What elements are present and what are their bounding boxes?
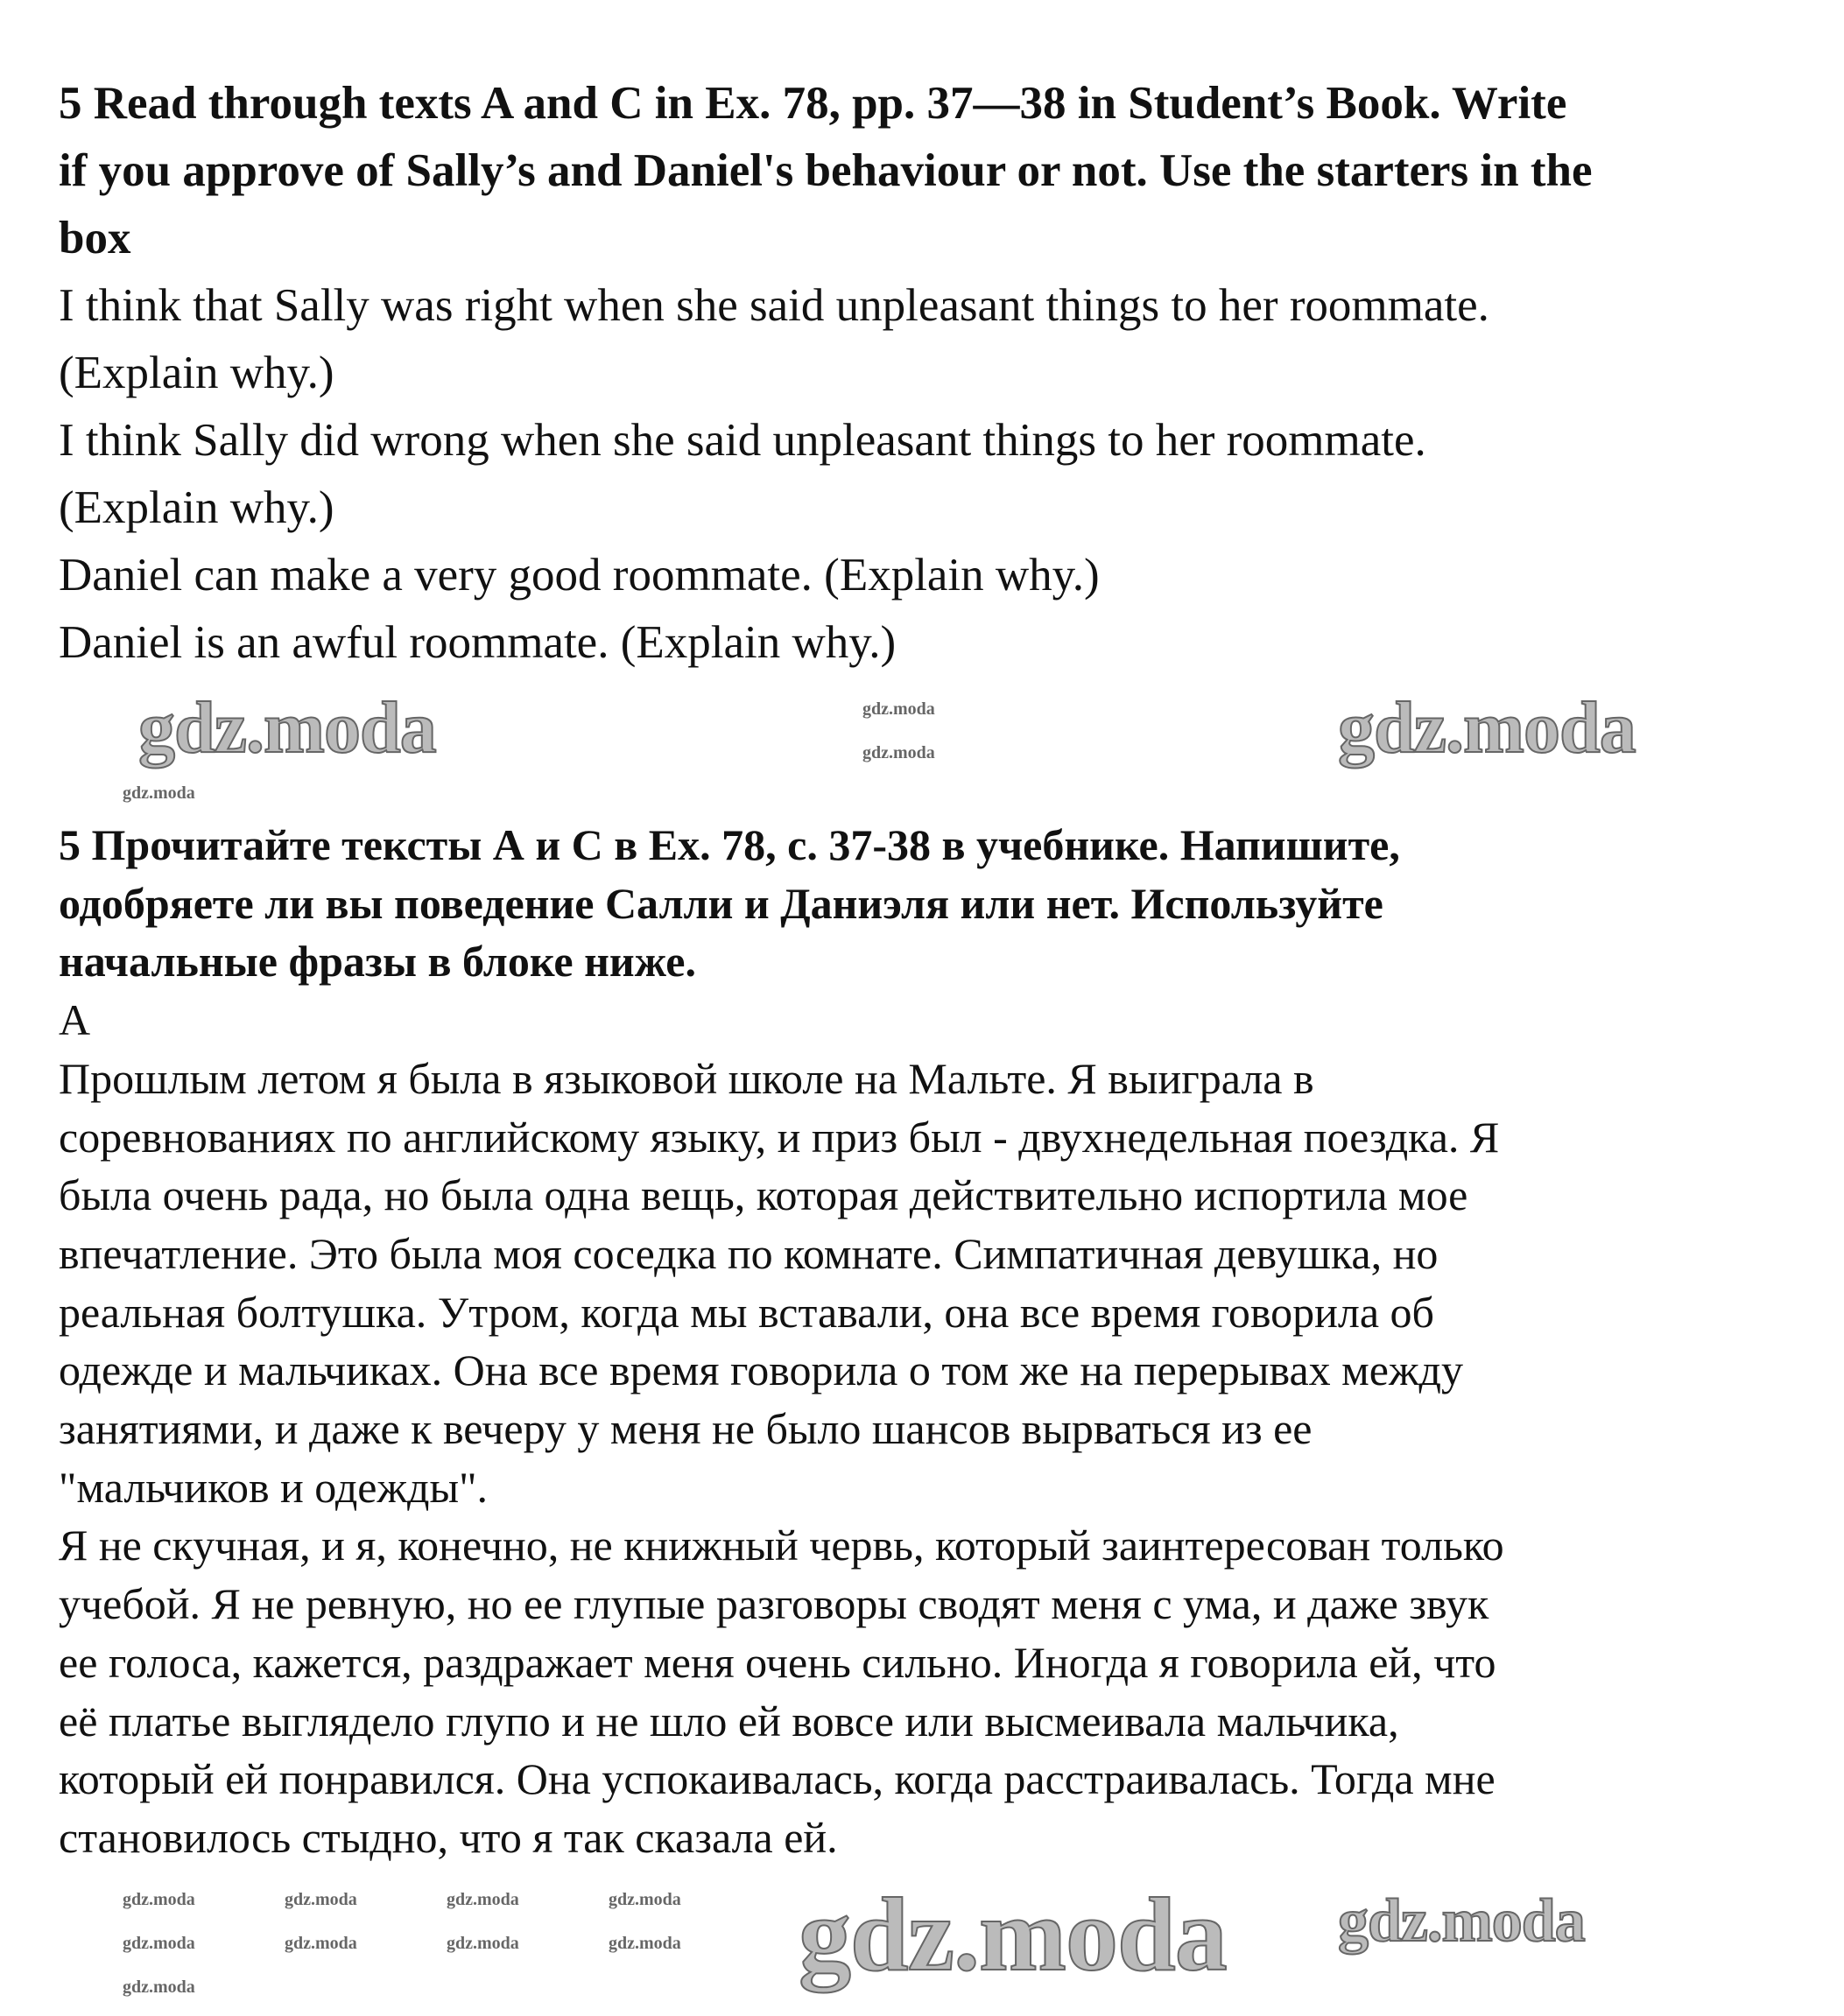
exercise-heading-line: 5 Read through texts A and C in Ex. 78, pp. 37—38 in Student’s Book. Write xyxy=(59,78,1567,129)
paragraph-line: соревнованиях по английскому языку, и приз был - двухнедельная поездка. Я xyxy=(59,1112,1500,1162)
starter-line: I think that Sally was right when she said unpleasant things to her roommate. xyxy=(59,280,1489,331)
paragraph-line: реальная болтушка. Утром, когда мы вставали, она все время говорила об xyxy=(59,1287,1434,1337)
english-section xyxy=(59,70,1593,677)
paragraph-line: Прошлым летом я была в языковой школе на Мальте. Я выиграла в xyxy=(59,1053,1314,1103)
watermark: gdz.moda xyxy=(447,1890,519,1909)
watermark: gdz.moda xyxy=(123,1977,195,1997)
watermark: gdz.moda xyxy=(123,1890,195,1909)
starter-line: (Explain why.) xyxy=(59,348,334,398)
paragraph-line: была очень рада, но была одна вещь, которая действительно испортила мое xyxy=(59,1170,1468,1220)
watermark: gdz.moda xyxy=(609,1890,681,1909)
paragraph-line: который ей понравился. Она успокаивалась, когда расстраивалась. Тогда мне xyxy=(59,1754,1496,1804)
watermark: gdz.moda xyxy=(799,1876,1227,1992)
watermark: gdz.moda xyxy=(1338,1887,1585,1955)
paragraph-line: ее голоса, кажется, раздражает меня очень сильно. Иногда я говорила ей, что xyxy=(59,1637,1496,1687)
watermark: gdz.moda xyxy=(285,1890,357,1909)
exercise-heading-line: box xyxy=(59,213,131,263)
starter-line: Daniel can make a very good roommate. (Explain why.) xyxy=(59,550,1100,601)
translation-heading-line: начальные фразы в блоке ниже. xyxy=(59,937,696,987)
watermark: gdz.moda xyxy=(138,687,436,769)
paragraph-line: её платье выглядело глупо и не шло ей вовсе или высмеивала мальчика, xyxy=(59,1696,1399,1746)
starter-line: (Explain why.) xyxy=(59,482,334,533)
watermark: gdz.moda xyxy=(123,1934,195,1953)
translation-heading-line: 5 Прочитайте тексты А и С в Ex. 78, с. 37-38 в учебнике. Напишите, xyxy=(59,820,1400,869)
section-label: А xyxy=(59,995,91,1045)
watermark: gdz.moda xyxy=(609,1934,681,1953)
watermark: gdz.moda xyxy=(285,1934,357,1953)
starter-line: Daniel is an awful roommate. (Explain why.) xyxy=(59,617,897,668)
paragraph-line: учебой. Я не ревную, но ее глупые разговоры сводят меня с ума, и даже звук xyxy=(59,1579,1489,1629)
paragraph-line: Я не скучная, и я, конечно, не книжный червь, который заинтересован только xyxy=(59,1521,1504,1570)
paragraph-line: одежде и мальчиках. Она все время говорила о том же на перерывах между xyxy=(59,1345,1463,1395)
starter-line: I think Sally did wrong when she said unpleasant things to her roommate. xyxy=(59,415,1426,466)
paragraph-line: "мальчиков и одежды". xyxy=(59,1462,488,1512)
exercise-heading-line: if you approve of Sally’s and Daniel's behaviour or not. Use the starters in the xyxy=(59,145,1593,196)
watermark: gdz.moda xyxy=(862,699,935,719)
translation-heading-line: одобряете ли вы поведение Салли и Даниэля или нет. Используйте xyxy=(59,878,1383,928)
paragraph-line: становилось стыдно, что я так сказала ей. xyxy=(59,1812,838,1862)
watermark: gdz.moda xyxy=(1338,687,1636,769)
paragraph-line: занятиями, и даже к вечеру у меня не было шансов вырваться из ее xyxy=(59,1404,1313,1454)
russian-section xyxy=(59,816,1504,1867)
watermark: gdz.moda xyxy=(447,1934,519,1953)
watermark: gdz.moda xyxy=(862,743,935,762)
watermark: gdz.moda xyxy=(123,783,195,803)
paragraph-line: впечатление. Это была моя соседка по комнате. Симпатичная девушка, но xyxy=(59,1228,1439,1278)
